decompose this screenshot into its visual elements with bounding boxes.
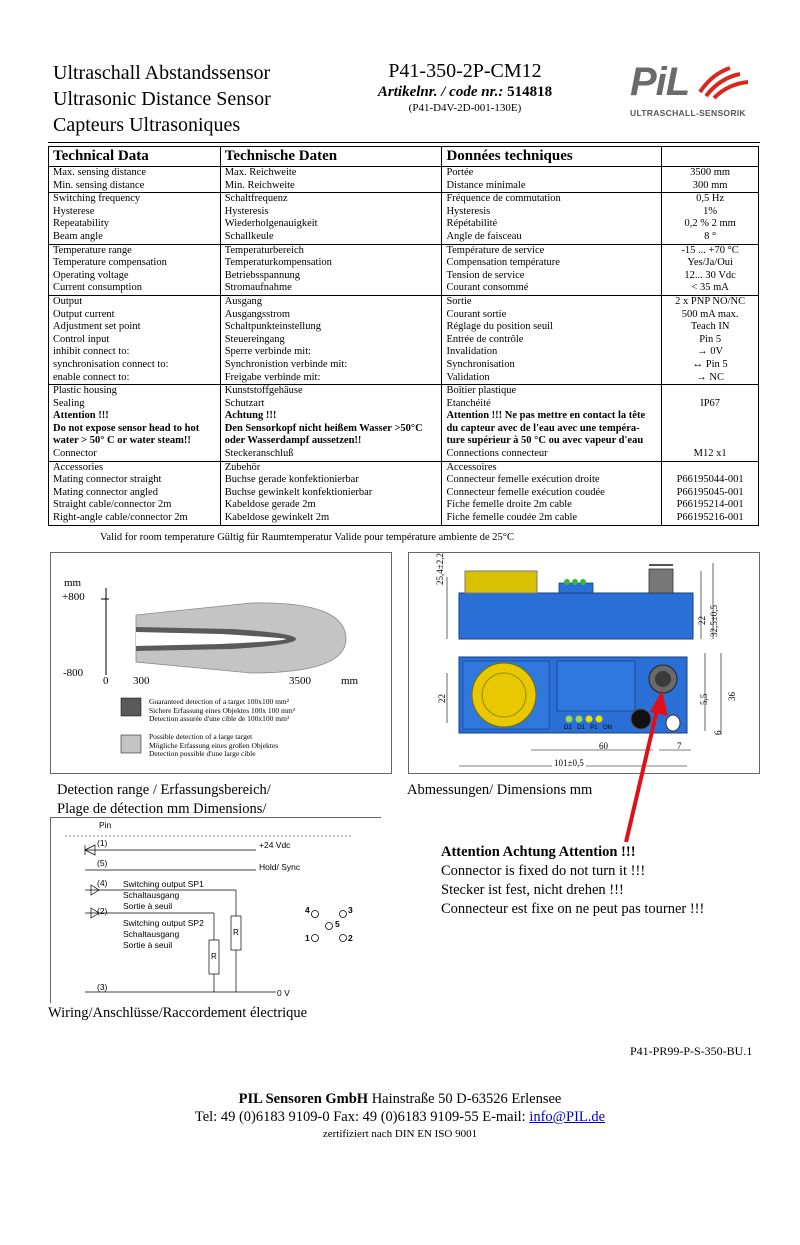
spec-row: [49, 193, 759, 206]
spec-row: [49, 244, 759, 257]
spec-cell-value: [662, 410, 759, 423]
spec-cell-en: Plastic housing: [49, 385, 221, 398]
detection-range-panel: [50, 552, 392, 774]
dimensions-drawing: [409, 553, 759, 773]
spec-cell-en: Attention !!!: [49, 410, 221, 423]
spec-row: [49, 270, 759, 283]
spec-cell-de: Sperre verbinde mit:: [220, 346, 442, 359]
spec-cell-value: [662, 435, 759, 448]
spec-cell-fr: Entrée de contrôle: [442, 334, 662, 347]
model-block: [340, 60, 590, 114]
footer-email-link[interactable]: info@PIL.de: [529, 1109, 606, 1125]
spec-row: [49, 385, 759, 398]
wiring-sp1-fr: Sortie à seuil: [123, 901, 173, 911]
spec-cell-value: Teach IN: [662, 321, 759, 334]
spec-cell-en: Straight cable/connector 2m: [49, 499, 221, 512]
spec-table-body: [49, 147, 759, 526]
wiring-sp1-de: Schaltausgang: [123, 890, 180, 900]
legend-guaranteed-fr: Detection assurée d'une cible de 100x100 mm²: [149, 714, 290, 723]
spec-cell-en: Right-angle cable/connector 2m: [49, 512, 221, 525]
dim-6: 6: [713, 730, 723, 735]
spec-cell-de: Den Sensorkopf nicht heißem Wasser >50°C: [220, 423, 442, 436]
spec-cell-en: Switching frequency: [49, 193, 221, 206]
legend-guaranteed-text: [149, 698, 295, 724]
spec-cell-fr: Hysteresis: [442, 206, 662, 219]
wiring-pin-3: (3): [97, 982, 108, 992]
spec-cell-value: Yes/Ja/Oui: [662, 257, 759, 270]
spec-cell-en: Temperature range: [49, 244, 221, 257]
spec-header-en: Technical Data: [49, 147, 221, 167]
led-label-d1: D1: [577, 725, 585, 731]
spec-cell-fr: Température de service: [442, 244, 662, 257]
footer-cert: zertifiziert nach DIN EN ISO 9001: [322, 1128, 478, 1140]
wiring-pin-4: (4): [97, 878, 108, 888]
spec-cell-value: ↔ Pin 5: [662, 359, 759, 372]
pin-number-2: 2: [348, 933, 353, 943]
dim-right-b: 32,5±0,5: [709, 605, 719, 637]
spec-cell-fr: Réglage du position seuil: [442, 321, 662, 334]
spec-cell-value: IP67: [662, 398, 759, 411]
attention-line-en: Connector is fixed do not turn it !!!: [441, 863, 646, 879]
dim-right-a: 22: [697, 616, 707, 625]
legend-guaranteed-en: Guaranteed detection of a target 100x100 mm²: [149, 697, 289, 706]
spec-cell-en: Max. sensing distance: [49, 167, 221, 180]
spec-row: [49, 206, 759, 219]
spec-cell-en: Temperature compensation: [49, 257, 221, 270]
spec-cell-de: Synchronistion verbinde mit:: [220, 359, 442, 372]
attention-arrow-icon: [600, 680, 680, 850]
spec-row: [49, 435, 759, 448]
spec-cell-de: Kunststoffgehäuse: [220, 385, 442, 398]
spec-row: [49, 257, 759, 270]
dimensions-panel: [408, 552, 760, 774]
spec-cell-en: Operating voltage: [49, 270, 221, 283]
footer-company: PIL Sensoren GmbH: [238, 1091, 369, 1107]
spec-cell-en: water > 50° C or water steam!!: [49, 435, 221, 448]
detection-caption-line2: Plage de détection mm Dimensions/: [57, 801, 267, 817]
wiring-pin-1: (1): [97, 838, 108, 848]
spec-row: [49, 218, 759, 231]
detection-caption-line1: Detection range / Erfassungsbereich/: [57, 782, 271, 798]
wiring-sp2: [123, 918, 204, 951]
led-label-d2: D2: [564, 725, 572, 731]
detection-x-3500: 3500: [289, 675, 311, 687]
spec-cell-fr: Attention !!! Ne pas mettre en contact la tête: [442, 410, 662, 423]
spec-cell-value: < 35 mA: [662, 282, 759, 295]
spec-row: [49, 295, 759, 308]
spec-cell-en: Output current: [49, 309, 221, 322]
spec-header-fr: Données techniques: [442, 147, 662, 167]
spec-cell-fr: Validation: [442, 372, 662, 385]
spec-cell-fr: Connecteur femelle exécution droite: [442, 474, 662, 487]
spec-row: [49, 512, 759, 525]
spec-cell-value: 300 mm: [662, 180, 759, 193]
wiring-panel: [50, 817, 381, 1003]
pil-logo: [630, 56, 750, 126]
title-de: Ultraschall Abstandssensor: [53, 62, 271, 84]
footer-company-line: [0, 1090, 800, 1109]
spec-cell-fr: Portée: [442, 167, 662, 180]
spec-cell-en: Connector: [49, 448, 221, 461]
spec-cell-value: P66195045-001: [662, 487, 759, 500]
spec-cell-de: Min. Reichweite: [220, 180, 442, 193]
spec-cell-de: Schutzart: [220, 398, 442, 411]
spec-cell-de: Freigabe verbinde mit:: [220, 372, 442, 385]
spec-cell-fr: Courant consommé: [442, 282, 662, 295]
spec-cell-value: 0,2 % 2 mm: [662, 218, 759, 231]
spec-cell-de: Steckeranschluß: [220, 448, 442, 461]
legend-guaranteed-swatch: [121, 698, 141, 716]
attention-title: Attention Achtung Attention !!!: [441, 844, 636, 860]
led-label-on: ON: [603, 725, 612, 731]
spec-cell-value: 1%: [662, 206, 759, 219]
spec-cell-value: P66195214-001: [662, 499, 759, 512]
spec-row: [49, 372, 759, 385]
spec-cell-fr: Compensation température: [442, 257, 662, 270]
spec-cell-value: 8 °: [662, 231, 759, 244]
spec-cell-de: Zubehör: [220, 461, 442, 474]
attention-line-de: Stecker ist fest, nicht drehen !!!: [441, 882, 624, 898]
pin-number-3: 3: [348, 905, 353, 915]
detection-unit-label: mm: [64, 577, 82, 589]
wiring-pin-2: (2): [97, 906, 108, 916]
logo-text: PiL: [630, 60, 690, 104]
spec-cell-en: Adjustment set point: [49, 321, 221, 334]
spec-cell-de: Schallkeule: [220, 231, 442, 244]
spec-cell-value: P66195044-001: [662, 474, 759, 487]
spec-cell-fr: ture supérieur à 50 °C ou avec vapeur d'eau: [442, 435, 662, 448]
spec-cell-fr: du capteur avec de l'eau avec une tempéra-: [442, 423, 662, 436]
detection-x-300: 300: [133, 675, 150, 687]
detection-x-unit: mm: [341, 675, 359, 687]
variant-code: (P41-D4V-2D-001-130E): [408, 102, 522, 114]
spec-cell-en: inhibit connect to:: [49, 346, 221, 359]
spec-cell-value: -15 ... +70 °C: [662, 244, 759, 257]
legend-possible-swatch: [121, 735, 141, 753]
title-block: [53, 60, 271, 138]
connector-side-view: [649, 569, 673, 593]
spec-cell-de: Betriebsspannung: [220, 270, 442, 283]
spec-cell-fr: Tension de service: [442, 270, 662, 283]
spec-row: [49, 398, 759, 411]
title-en: Ultrasonic Distance Sensor: [53, 88, 271, 110]
spec-cell-de: Ausgangsstrom: [220, 309, 442, 322]
attention-line-fr: Connecteur est fixe on ne peut pas tourner !!!: [441, 901, 705, 917]
spec-cell-fr: Boîtier plastique: [442, 385, 662, 398]
spec-cell-en: Beam angle: [49, 231, 221, 244]
temperature-note: Valid for room temperature Gültig für Raumtemperatur Valide pour température ambiente de 25°C: [100, 532, 514, 543]
footer-phone: Tel: 49 (0)6183 9109-0 Fax: 49 (0)6183 9109-55 E-mail:: [194, 1109, 530, 1125]
legend-possible-text: [149, 733, 278, 759]
spec-cell-de: Schaltfrequenz: [220, 193, 442, 206]
spec-cell-en: Repeatability: [49, 218, 221, 231]
spec-cell-de: Buchse gewinkelt konfektionierbar: [220, 487, 442, 500]
footer-contact-line: [0, 1108, 800, 1127]
spec-cell-en: Min. sensing distance: [49, 180, 221, 193]
legend-possible-de: Mögliche Erfassung eines großen Objektes: [149, 740, 279, 750]
spec-cell-fr: Fiche femelle droite 2m cable: [442, 499, 662, 512]
spec-row: [49, 461, 759, 474]
dim-side-22: 22: [437, 694, 447, 703]
spec-header-de: Technische Daten: [220, 147, 442, 167]
article-label: Artikelnr. / code nr.:: [377, 84, 504, 100]
spec-cell-en: Output: [49, 295, 221, 308]
spec-cell-en: Mating connector straight: [49, 474, 221, 487]
wiring-sp2-de: Schaltausgang: [123, 929, 180, 939]
spec-cell-en: synchronisation connect to:: [49, 359, 221, 372]
led-label-p1: P1: [590, 725, 598, 731]
spec-cell-fr: Fiche femelle coudée 2m cable: [442, 512, 662, 525]
spec-cell-fr: Répétabilité: [442, 218, 662, 231]
legend-possible-en: Possible detection of a large target: [149, 732, 253, 741]
spec-table: [48, 146, 759, 526]
wiring-sp1: [123, 879, 204, 912]
legend-possible-fr: Detection possible d'une large cible: [149, 749, 256, 758]
spec-row: [49, 167, 759, 180]
spec-cell-value: M12 x1: [662, 448, 759, 461]
wiring-sp2-en: Switching output SP2: [123, 918, 204, 928]
spec-row: [49, 309, 759, 322]
spec-cell-de: Buchse gerade konfektionierbar: [220, 474, 442, 487]
spec-cell-de: Max. Reichweite: [220, 167, 442, 180]
spec-cell-value: [662, 423, 759, 436]
spec-cell-de: oder Wasserdampf aussetzen!!: [220, 435, 442, 448]
pin-number-1: 1: [305, 933, 310, 943]
spec-row: [49, 321, 759, 334]
spec-cell-en: Sealing: [49, 398, 221, 411]
wiring-24v: +24 Vdc: [259, 840, 291, 850]
spec-row: [49, 231, 759, 244]
spec-cell-value: [662, 461, 759, 474]
spec-cell-fr: Distance minimale: [442, 180, 662, 193]
spec-cell-fr: Fréquence de commutation: [442, 193, 662, 206]
spec-cell-value: Pin 5: [662, 334, 759, 347]
spec-cell-en: Hysterese: [49, 206, 221, 219]
dim-101: 101±0,5: [554, 758, 584, 768]
spec-cell-fr: Sortie: [442, 295, 662, 308]
housing-side-view: [459, 593, 693, 639]
wiring-caption: Wiring/Anschlüsse/Raccordement électrique: [48, 1005, 308, 1021]
spec-cell-de: Achtung !!!: [220, 410, 442, 423]
logo-subtitle: ULTRASCHALL-SENSORIK: [630, 108, 746, 118]
spec-cell-de: Stromaufnahme: [220, 282, 442, 295]
spec-cell-value: P66195216-001: [662, 512, 759, 525]
spec-cell-value: → 0V: [662, 346, 759, 359]
spec-cell-de: Schaltpunkteinstellung: [220, 321, 442, 334]
spec-cell-de: Kabeldose gewinkelt 2m: [220, 512, 442, 525]
article-number: 514818: [507, 84, 553, 100]
spec-cell-de: Temperaturbereich: [220, 244, 442, 257]
title-fr: Capteurs Ultrasoniques: [53, 114, 241, 136]
spec-cell-fr: Synchronisation: [442, 359, 662, 372]
legend-guaranteed-de: Sichere Erfassung eines Objektes 100x 100 mm²: [149, 705, 295, 715]
wiring-sp2-fr: Sortie à seuil: [123, 940, 173, 950]
spec-cell-de: Temperaturkompensation: [220, 257, 442, 270]
pin-number-5: 5: [335, 919, 340, 929]
spec-row: [49, 180, 759, 193]
wiring-0v: 0 V: [277, 988, 290, 998]
spec-cell-fr: Etanchéité: [442, 398, 662, 411]
dim-55: 5,5: [699, 693, 709, 705]
spec-cell-value: 500 mA max.: [662, 309, 759, 322]
spec-cell-en: Do not expose sensor head to hot: [49, 423, 221, 436]
wiring-resistor-2: R: [211, 952, 217, 961]
spec-row: [49, 499, 759, 512]
spec-cell-fr: Connections connecteur: [442, 448, 662, 461]
spec-row: [49, 448, 759, 461]
spec-row: [49, 359, 759, 372]
dim-7: 7: [677, 741, 682, 751]
spec-cell-value: → NC: [662, 372, 759, 385]
dim-left: 25,4±2,2: [435, 553, 445, 585]
spec-cell-value: [662, 385, 759, 398]
spec-row: [49, 334, 759, 347]
spec-cell-value: 2 x PNP NO/NC: [662, 295, 759, 308]
document-code: P41-PR99-P-S-350-BU.1: [630, 1044, 753, 1058]
spec-header-row: [49, 147, 759, 167]
spec-row: [49, 282, 759, 295]
spec-cell-en: Current consumption: [49, 282, 221, 295]
spec-row: [49, 410, 759, 423]
wiring-pin-header: Pin: [99, 820, 112, 830]
spec-cell-fr: Connecteur femelle exécution coudée: [442, 487, 662, 500]
dimensions-caption: Abmessungen/ Dimensions mm: [407, 782, 593, 798]
spec-cell-de: Steuereingang: [220, 334, 442, 347]
article-line: [340, 82, 590, 102]
spec-row: [49, 346, 759, 359]
spec-row: [49, 487, 759, 500]
spec-cell-de: Ausgang: [220, 295, 442, 308]
pin-number-4: 4: [305, 905, 310, 915]
wiring-resistor-1: R: [233, 928, 239, 937]
sound-waves-icon: [682, 56, 752, 100]
footer-address: Hainstraße 50 D-63526 Erlensee: [368, 1091, 562, 1107]
sensor-face-side: [465, 571, 537, 593]
spec-row: [49, 423, 759, 436]
wiring-pin-5: (5): [97, 858, 108, 868]
spec-cell-de: Kabeldose gerade 2m: [220, 499, 442, 512]
spec-header-value: [662, 147, 759, 167]
model-number: P41-350-2P-CM12: [388, 60, 542, 82]
spec-cell-value: 12... 30 Vdc: [662, 270, 759, 283]
spec-cell-fr: Angle de faisceau: [442, 231, 662, 244]
spec-cell-value: 3500 mm: [662, 167, 759, 180]
wiring-sp1-en: Switching output SP1: [123, 879, 204, 889]
wiring-hold: Hold/ Sync: [259, 862, 301, 872]
spec-cell-fr: Courant sortie: [442, 309, 662, 322]
spec-cell-en: Accessories: [49, 461, 221, 474]
dim-60: 60: [599, 741, 608, 751]
spec-cell-fr: Invalidation: [442, 346, 662, 359]
spec-cell-en: Control input: [49, 334, 221, 347]
spec-cell-en: Mating connector angled: [49, 487, 221, 500]
header-rule: [48, 142, 760, 143]
detection-y-top: +800: [62, 591, 85, 603]
detection-caption: [57, 781, 271, 819]
spec-cell-en: enable connect to:: [49, 372, 221, 385]
spec-cell-value: 0,5 Hz: [662, 193, 759, 206]
detection-y-bottom: -800: [63, 667, 84, 679]
spec-row: [49, 474, 759, 487]
spec-cell-de: Wiederholgenauigkeit: [220, 218, 442, 231]
dim-36: 36: [727, 692, 737, 701]
spec-cell-fr: Accessoires: [442, 461, 662, 474]
attention-block: [441, 843, 704, 919]
detection-x-0: 0: [103, 675, 109, 687]
spec-cell-de: Hysteresis: [220, 206, 442, 219]
